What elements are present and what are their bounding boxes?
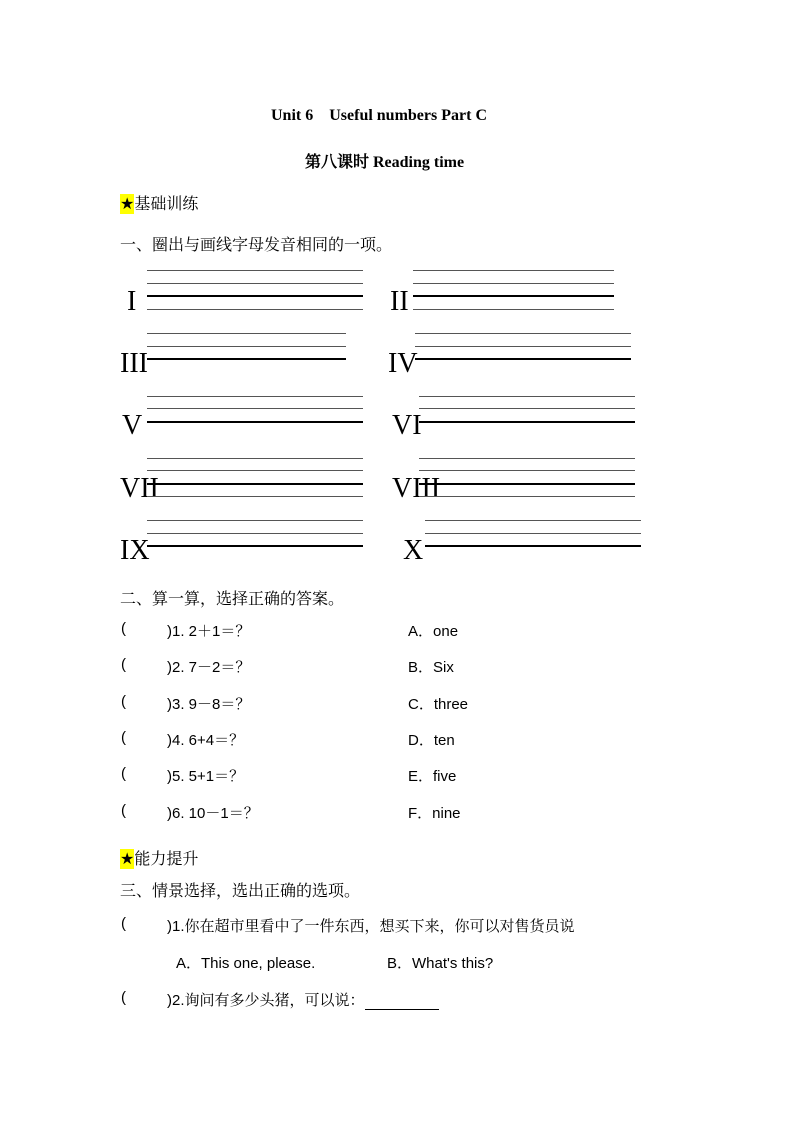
numeral-7: VII xyxy=(120,473,159,504)
q2-row5-question: )5. 5+1＝？ xyxy=(167,768,245,785)
q2-row4-paren: ( xyxy=(121,729,126,746)
q3-1-option-a: A．This one, please. xyxy=(176,955,316,972)
numeral-2: II xyxy=(390,286,409,317)
basic-training-text: 基础训练 xyxy=(134,196,199,213)
basic-training-label xyxy=(120,191,198,214)
numeral-6: VI xyxy=(392,410,422,441)
q3-1-option-b: B．What's this? xyxy=(387,955,494,972)
q2-row3-paren: ( xyxy=(121,693,126,710)
numeral-4: IV xyxy=(388,348,418,379)
numeral-10: X xyxy=(403,535,424,566)
q3-2-text: )2.询问有多少头猪，可以说： xyxy=(167,992,365,1009)
star-icon: ★ xyxy=(120,196,135,213)
page-subtitle: 第八课时 Reading time xyxy=(305,154,465,171)
numeral-1: I xyxy=(127,286,137,317)
q2-row2-paren: ( xyxy=(121,656,126,673)
q2-row3-question: )3. 9－8＝？ xyxy=(167,696,251,713)
q2-row2-question: )2. 7－2＝？ xyxy=(167,659,251,676)
star-icon: ★ xyxy=(120,851,135,868)
advanced-label xyxy=(120,846,198,869)
section3-heading: 三、情景选择，选出正确的选项。 xyxy=(120,883,361,900)
q2-row1-paren: ( xyxy=(121,620,126,637)
numeral-3: III xyxy=(120,348,148,379)
q2-row3-option: C．three xyxy=(408,696,469,713)
q3-1-text: )1.你在超市里看中了一件东西，想买下来，你可以对售货员说 xyxy=(167,918,575,935)
numeral-5: V xyxy=(122,410,143,441)
q2-row5-option: E．five xyxy=(408,768,457,785)
q2-row4-option: D．ten xyxy=(408,732,455,749)
q2-row2-option: B．Six xyxy=(408,659,454,676)
q3-2-line xyxy=(167,989,439,1010)
section2-heading: 二、算一算，选择正确的答案。 xyxy=(120,591,345,608)
q2-row6-question: )6. 10－1＝？ xyxy=(167,805,259,822)
q2-row6-paren: ( xyxy=(121,802,126,819)
q2-row6-option: F．nine xyxy=(408,805,461,822)
q2-row4-question: )4. 6+4＝？ xyxy=(167,732,245,749)
advanced-text: 能力提升 xyxy=(134,851,199,868)
section1-heading: 一、圈出与画线字母发音相同的一项。 xyxy=(120,237,393,254)
page-title: Unit 6 Useful numbers Part C xyxy=(271,107,487,124)
q3-2-paren: ( xyxy=(121,989,126,1006)
q2-row1-option: A．one xyxy=(408,623,459,640)
answer-blank[interactable] xyxy=(365,995,439,1010)
q3-1-paren: ( xyxy=(121,915,126,932)
q2-row1-question: )1. 2＋1＝？ xyxy=(167,623,251,640)
numeral-8: VIII xyxy=(392,473,441,504)
numeral-9: IX xyxy=(120,535,150,566)
q2-row5-paren: ( xyxy=(121,765,126,782)
